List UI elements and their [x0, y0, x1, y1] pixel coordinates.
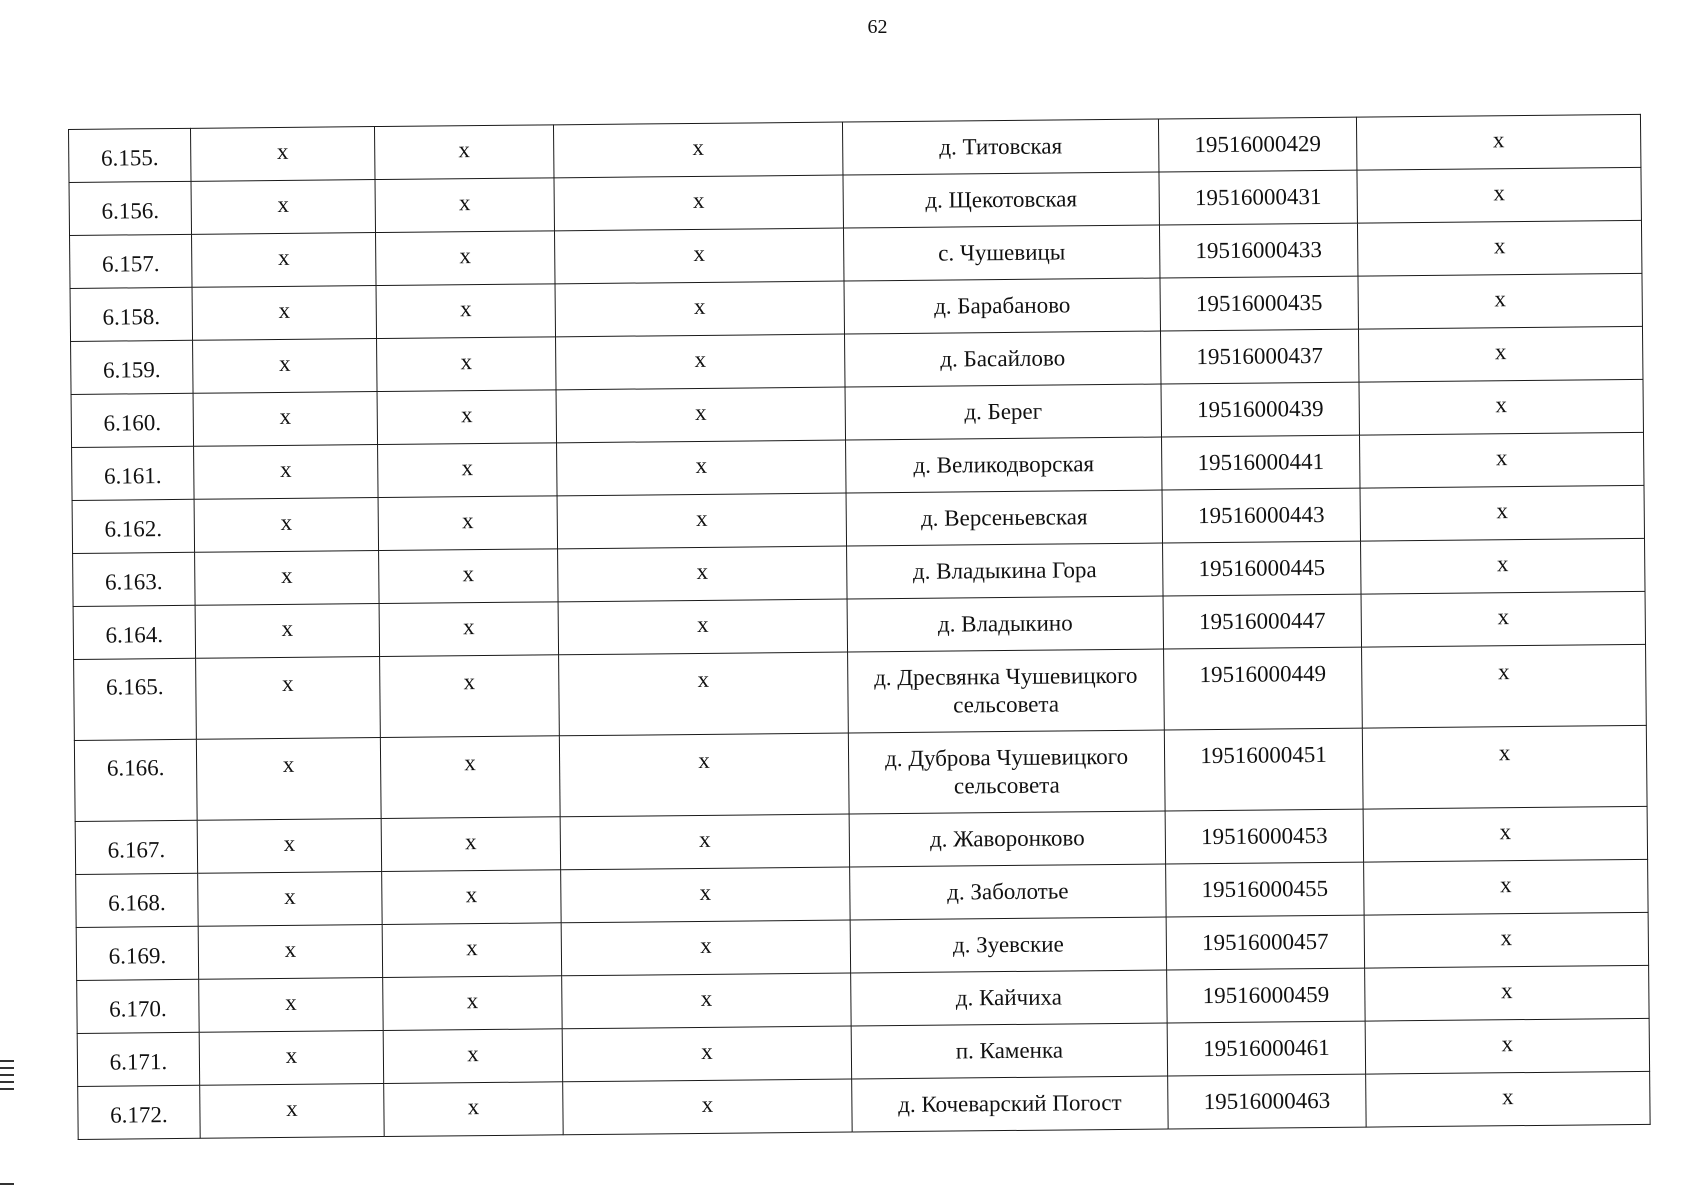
oktmo-code-cell: 19516000431 [1159, 170, 1357, 225]
x-mark-cell: x [1357, 220, 1641, 276]
settlement-name-cell: д. Великодворская [846, 437, 1162, 493]
row-number-cell: 6.171. [77, 1032, 200, 1086]
row-number-cell: 6.156. [69, 181, 192, 235]
settlement-name-cell: д. Дресвянка Чушевицкого сельсовета [848, 649, 1165, 733]
oktmo-code-cell: 19516000461 [1167, 1021, 1365, 1076]
settlement-name-cell: с. Чушевицы [843, 225, 1159, 281]
x-mark-cell: x [562, 1026, 851, 1082]
x-mark-cell: x [554, 175, 843, 231]
x-mark-cell: x [383, 1029, 563, 1084]
x-mark-cell: x [1361, 591, 1645, 647]
x-mark-cell: x [1362, 725, 1647, 809]
x-mark-cell: x [558, 599, 847, 655]
x-mark-cell: x [194, 445, 379, 500]
x-mark-cell: x [191, 180, 376, 235]
x-mark-cell: x [377, 390, 557, 445]
row-number-cell: 6.161. [72, 446, 195, 500]
x-mark-cell: x [553, 122, 842, 178]
x-mark-cell: x [196, 738, 381, 821]
x-mark-cell: x [1359, 432, 1643, 488]
settlement-name-cell: д. Кайчиха [851, 970, 1167, 1026]
row-number-cell: 6.163. [73, 552, 196, 606]
x-mark-cell: x [192, 233, 377, 288]
margin-bottom-mark [0, 1183, 14, 1185]
oktmo-code-cell: 19516000455 [1166, 862, 1364, 917]
x-mark-cell: x [378, 443, 558, 498]
x-mark-cell: x [554, 228, 843, 284]
x-mark-cell: x [196, 657, 381, 740]
oktmo-code-cell: 19516000441 [1162, 435, 1360, 490]
x-mark-cell: x [198, 872, 383, 927]
x-mark-cell: x [197, 819, 382, 874]
row-number-cell: 6.162. [72, 499, 195, 553]
settlement-name-cell: д. Басайлово [845, 331, 1161, 387]
x-mark-cell: x [382, 923, 562, 978]
settlement-name-cell: д. Барабаново [844, 278, 1160, 334]
oktmo-code-cell: 19516000433 [1159, 223, 1357, 278]
oktmo-code-cell: 19516000429 [1158, 117, 1356, 172]
row-number-cell: 6.167. [75, 820, 198, 874]
table-body [69, 114, 1651, 1139]
oktmo-code-cell: 19516000447 [1163, 594, 1361, 649]
x-mark-cell: x [561, 920, 850, 976]
oktmo-code-cell: 19516000439 [1161, 382, 1359, 437]
settlement-name-cell: д. Щекотовская [843, 172, 1159, 228]
x-mark-cell: x [1363, 806, 1647, 862]
oktmo-code-cell: 19516000463 [1168, 1074, 1366, 1129]
x-mark-cell: x [1357, 167, 1641, 223]
x-mark-cell: x [556, 334, 845, 390]
x-mark-cell: x [374, 125, 554, 180]
settlement-name-cell: д. Владыкино [847, 596, 1163, 652]
oktmo-code-cell: 19516000457 [1166, 915, 1364, 970]
row-number-cell: 6.158. [70, 287, 193, 341]
settlement-name-cell: д. Берег [845, 384, 1161, 440]
oktmo-code-cell: 19516000437 [1160, 329, 1358, 384]
x-mark-cell: x [1356, 114, 1640, 170]
x-mark-cell: x [1358, 326, 1642, 382]
x-mark-cell: x [1365, 965, 1649, 1021]
x-mark-cell: x [1358, 273, 1642, 329]
row-number-cell: 6.164. [73, 605, 196, 659]
x-mark-cell: x [384, 1082, 564, 1137]
settlement-name-cell: п. Каменка [851, 1023, 1167, 1079]
x-mark-cell: x [383, 976, 563, 1031]
settlement-name-cell: д. Жаворонково [849, 811, 1165, 867]
row-number-cell: 6.170. [77, 979, 200, 1033]
x-mark-cell: x [199, 1031, 384, 1086]
settlement-name-cell: д. Дуброва Чушевицкого сельсовета [848, 730, 1165, 814]
x-mark-cell: x [193, 339, 378, 394]
x-mark-cell: x [1359, 379, 1643, 435]
x-mark-cell: x [563, 1079, 852, 1135]
x-mark-cell: x [190, 127, 375, 182]
x-mark-cell: x [193, 392, 378, 447]
oktmo-code-cell: 19516000453 [1165, 809, 1363, 864]
page-number: 62 [867, 16, 888, 38]
x-mark-cell: x [380, 655, 560, 738]
settlements-table-container [68, 114, 1650, 1140]
x-mark-cell: x [557, 493, 846, 549]
row-number-cell: 6.169. [76, 926, 199, 980]
x-mark-cell: x [1364, 859, 1648, 915]
x-mark-cell: x [561, 867, 850, 923]
margin-binding-marks [0, 1060, 14, 1095]
row-number-cell: 6.166. [74, 739, 197, 821]
x-mark-cell: x [380, 736, 560, 819]
x-mark-cell: x [198, 925, 383, 980]
x-mark-cell: x [195, 551, 380, 606]
row-number-cell: 6.172. [78, 1085, 201, 1139]
row-number-cell: 6.160. [71, 393, 194, 447]
settlement-name-cell: д. Версеньевская [846, 490, 1162, 546]
table-row [74, 725, 1647, 821]
x-mark-cell: x [556, 387, 845, 443]
settlement-name-cell: д. Заболотье [850, 864, 1166, 920]
x-mark-cell: x [557, 440, 846, 496]
x-mark-cell: x [560, 814, 849, 870]
x-mark-cell: x [559, 733, 849, 817]
x-mark-cell: x [1366, 1071, 1650, 1127]
settlements-table [68, 114, 1651, 1140]
x-mark-cell: x [562, 973, 851, 1029]
x-mark-cell: x [1360, 485, 1644, 541]
x-mark-cell: x [194, 498, 379, 553]
settlement-name-cell: д. Кочеварский Погост [852, 1076, 1168, 1132]
settlement-name-cell: д. Владыкина Гора [847, 543, 1163, 599]
table-row [74, 644, 1647, 740]
x-mark-cell: x [375, 178, 555, 233]
oktmo-code-cell: 19516000435 [1160, 276, 1358, 331]
x-mark-cell: x [192, 286, 377, 341]
x-mark-cell: x [377, 337, 557, 392]
x-mark-cell: x [381, 817, 561, 872]
x-mark-cell: x [555, 281, 844, 337]
oktmo-code-cell: 19516000451 [1164, 728, 1363, 811]
x-mark-cell: x [379, 602, 559, 657]
oktmo-code-cell: 19516000445 [1163, 541, 1361, 596]
row-number-cell: 6.168. [76, 873, 199, 927]
settlement-name-cell: д. Зуевские [850, 917, 1166, 973]
settlement-name-cell: д. Титовская [842, 119, 1158, 175]
x-mark-cell: x [1361, 538, 1645, 594]
oktmo-code-cell: 19516000443 [1162, 488, 1360, 543]
x-mark-cell: x [195, 604, 380, 659]
x-mark-cell: x [376, 284, 556, 339]
row-number-cell: 6.159. [71, 340, 194, 394]
oktmo-code-cell: 19516000459 [1167, 968, 1365, 1023]
x-mark-cell: x [378, 496, 558, 551]
row-number-cell: 6.165. [74, 658, 197, 740]
x-mark-cell: x [200, 1084, 385, 1139]
row-number-cell: 6.157. [70, 234, 193, 288]
x-mark-cell: x [379, 549, 559, 604]
x-mark-cell: x [1362, 644, 1647, 728]
x-mark-cell: x [1365, 1018, 1649, 1074]
row-number-cell: 6.155. [69, 128, 192, 182]
x-mark-cell: x [1364, 912, 1648, 968]
x-mark-cell: x [559, 652, 849, 736]
x-mark-cell: x [382, 870, 562, 925]
oktmo-code-cell: 19516000449 [1164, 647, 1363, 730]
x-mark-cell: x [199, 978, 384, 1033]
x-mark-cell: x [558, 546, 847, 602]
x-mark-cell: x [376, 231, 556, 286]
